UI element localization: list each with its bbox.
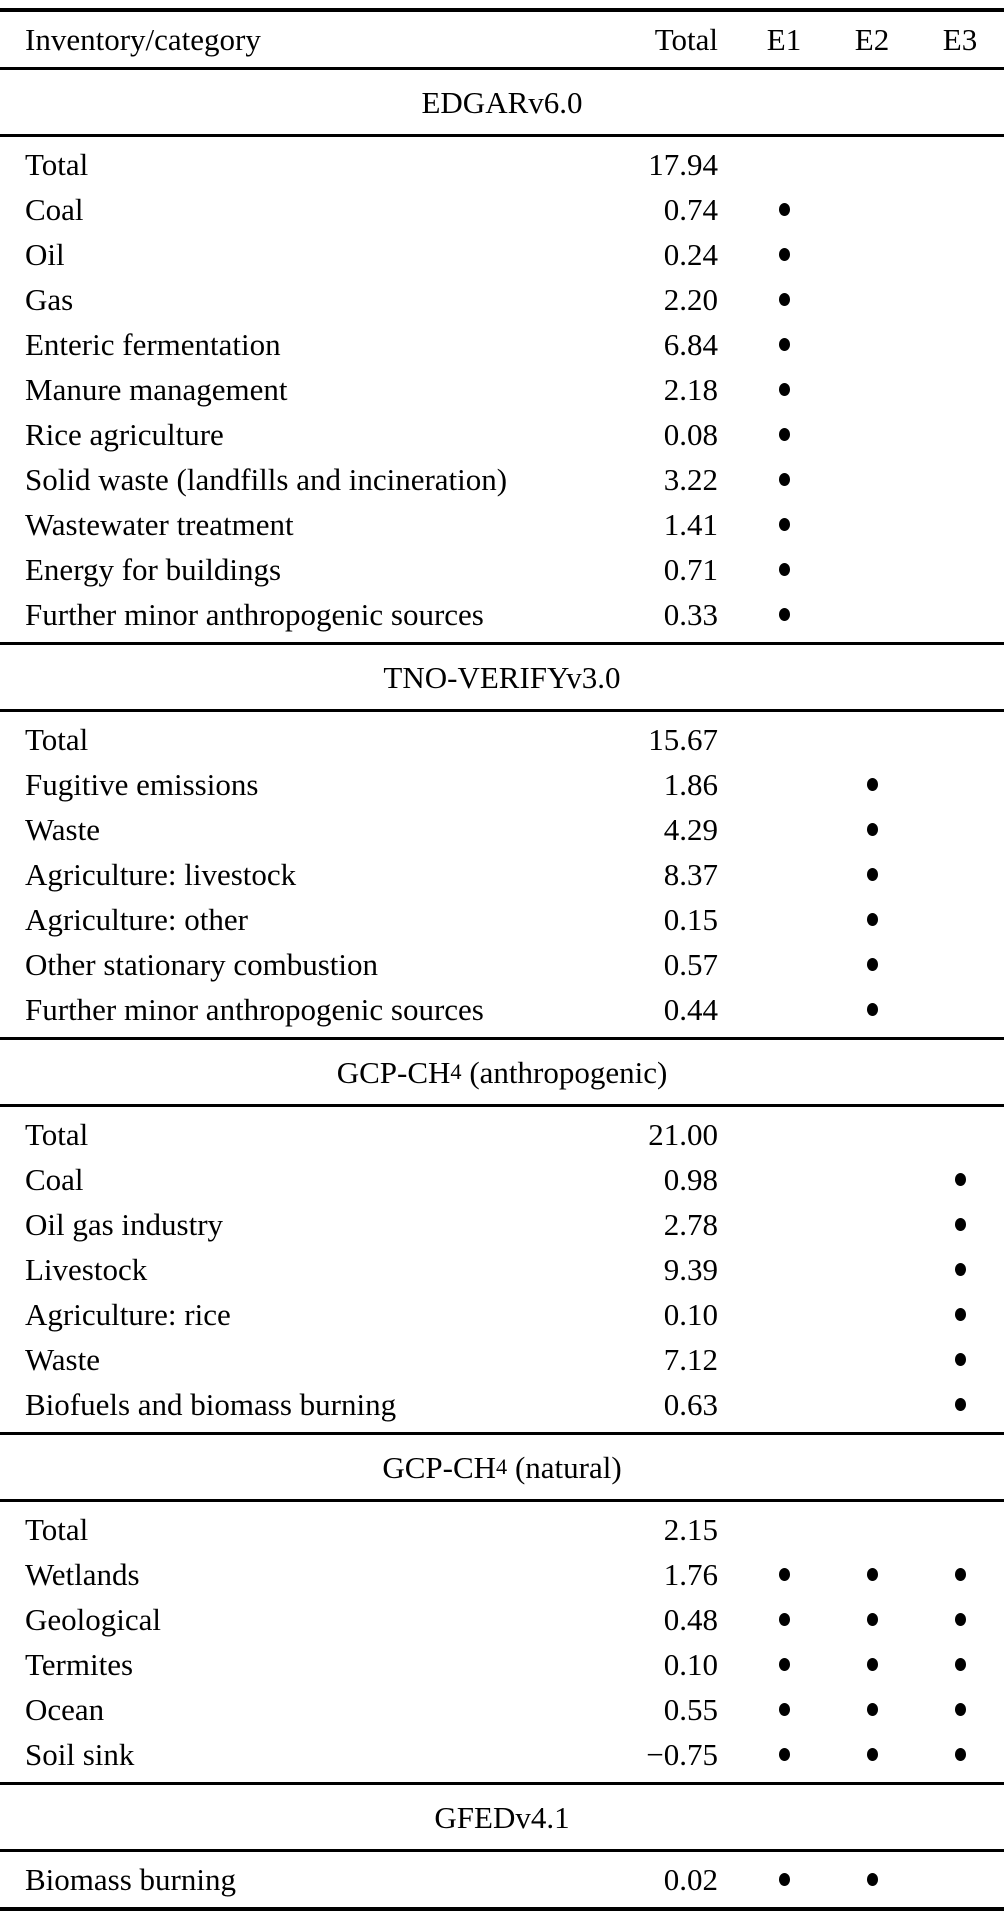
row-e1-cell [740, 1703, 828, 1716]
row-e1-cell [740, 608, 828, 621]
row-category: Total [25, 722, 89, 757]
e3-bullet-icon [955, 1218, 966, 1231]
row-category: Agriculture: rice [25, 1297, 231, 1332]
row-e2-cell [828, 868, 916, 881]
row-e1-cell [740, 338, 828, 351]
table-row [0, 942, 1004, 987]
e1-bullet-icon [779, 338, 790, 351]
table-row [0, 142, 1004, 187]
e1-bullet-icon [779, 608, 790, 621]
section-title: GCP-CH 4 (natural) [382, 1449, 622, 1485]
row-e2-cell [828, 958, 916, 971]
table-row [0, 1202, 1004, 1247]
table-row [0, 852, 1004, 897]
e3-bullet-icon [955, 1398, 966, 1411]
e1-bullet-icon [779, 248, 790, 261]
row-e2-cell [828, 913, 916, 926]
row-e2-cell [828, 1003, 916, 1016]
row-category: Further minor anthropogenic sources [25, 597, 484, 632]
row-category: Solid waste (landfills and incineration) [25, 462, 508, 497]
row-category: Soil sink [25, 1737, 135, 1772]
e2-bullet-icon [867, 868, 878, 881]
row-e2-cell [828, 1873, 916, 1886]
row-e3-cell [916, 1703, 1004, 1716]
row-e3-cell [916, 1173, 1004, 1186]
e2-bullet-icon [867, 1658, 878, 1671]
row-category: Oil [25, 237, 65, 272]
row-e2-cell [828, 1613, 916, 1626]
row-category: Coal [25, 192, 84, 227]
row-total: 2.20 [663, 282, 718, 317]
row-total: 0.57 [663, 947, 718, 982]
column-header-e1: E1 [766, 22, 802, 57]
table-row [0, 1552, 1004, 1597]
table-row [0, 1292, 1004, 1337]
row-category: Agriculture: other [25, 902, 248, 937]
e1-bullet-icon [779, 1613, 790, 1626]
e1-bullet-icon [779, 563, 790, 576]
row-category: Ocean [25, 1692, 105, 1727]
section-title [0, 645, 1004, 709]
section-rows [0, 1107, 1004, 1432]
e3-bullet-icon [955, 1568, 966, 1581]
section-title-suffix: (anthropogenic) [461, 1054, 668, 1090]
row-total: 0.02 [663, 1862, 718, 1897]
column-header-category: Inventory/category [25, 22, 261, 57]
section-rows [0, 1852, 1004, 1907]
row-total: 0.63 [663, 1387, 718, 1422]
table-row [0, 232, 1004, 277]
e2-bullet-icon [867, 1748, 878, 1761]
table-row [0, 277, 1004, 322]
row-e1-cell [740, 1748, 828, 1761]
row-e3-cell [916, 1748, 1004, 1761]
table-row [0, 1112, 1004, 1157]
e2-bullet-icon [867, 1873, 878, 1886]
column-header-e3: E3 [942, 22, 978, 57]
table-header-row [0, 12, 1004, 67]
row-total: 9.39 [663, 1252, 718, 1287]
section-title-text: EDGARv6.0 [421, 84, 583, 120]
e3-bullet-icon [955, 1353, 966, 1366]
row-total: 0.15 [663, 902, 718, 937]
e3-bullet-icon [955, 1613, 966, 1626]
row-e2-cell [828, 778, 916, 791]
row-total: 2.78 [663, 1207, 718, 1242]
section-title-text: GFEDv4.1 [434, 1799, 570, 1835]
row-e1-cell [740, 563, 828, 576]
row-e1-cell [740, 1873, 828, 1886]
row-total: 2.15 [663, 1512, 718, 1547]
row-total: 3.22 [663, 462, 718, 497]
table-row [0, 987, 1004, 1032]
e2-bullet-icon [867, 1568, 878, 1581]
section-title-suffix: (natural) [507, 1449, 622, 1485]
row-e1-cell [740, 518, 828, 531]
row-category: Termites [25, 1647, 134, 1682]
e1-bullet-icon [779, 203, 790, 216]
row-category: Oil gas industry [25, 1207, 224, 1242]
row-e3-cell [916, 1613, 1004, 1626]
row-category: Livestock [25, 1252, 148, 1287]
e2-bullet-icon [867, 1003, 878, 1016]
row-category: Total [25, 1512, 89, 1547]
row-e2-cell [828, 1658, 916, 1671]
row-e3-cell [916, 1263, 1004, 1276]
e1-bullet-icon [779, 1703, 790, 1716]
section-title-text: GCP-CH [382, 1449, 497, 1485]
row-e2-cell [828, 1703, 916, 1716]
row-e3-cell [916, 1308, 1004, 1321]
table-row [0, 367, 1004, 412]
row-total: 2.18 [663, 372, 718, 407]
table-section [0, 1785, 1004, 1907]
e1-bullet-icon [779, 473, 790, 486]
row-total: 1.86 [663, 767, 718, 802]
row-e1-cell [740, 383, 828, 396]
table-row [0, 1857, 1004, 1902]
row-total: 0.48 [663, 1602, 718, 1637]
row-e2-cell [828, 1748, 916, 1761]
e2-bullet-icon [867, 958, 878, 971]
e1-bullet-icon [779, 1748, 790, 1761]
e1-bullet-icon [779, 1568, 790, 1581]
row-category: Total [25, 1117, 89, 1152]
table-section [0, 1435, 1004, 1782]
row-e3-cell [916, 1568, 1004, 1581]
section-rows [0, 1502, 1004, 1782]
row-category: Coal [25, 1162, 84, 1197]
table-row [0, 1507, 1004, 1552]
row-category: Biofuels and biomass burning [25, 1387, 397, 1422]
row-total: 0.44 [663, 992, 718, 1027]
row-e3-cell [916, 1218, 1004, 1231]
row-total: 7.12 [663, 1342, 718, 1377]
row-total: 15.67 [648, 722, 718, 757]
table-row [0, 502, 1004, 547]
row-category: Biomass burning [25, 1862, 236, 1897]
row-total: 4.29 [663, 812, 718, 847]
row-category: Rice agriculture [25, 417, 224, 452]
row-e1-cell [740, 203, 828, 216]
e3-bullet-icon [955, 1658, 966, 1671]
e1-bullet-icon [779, 518, 790, 531]
table-row [0, 592, 1004, 637]
table-section [0, 70, 1004, 642]
row-e1-cell [740, 248, 828, 261]
e2-bullet-icon [867, 1703, 878, 1716]
row-category: Other stationary combustion [25, 947, 378, 982]
e2-bullet-icon [867, 823, 878, 836]
e2-bullet-icon [867, 778, 878, 791]
column-header-e2: E2 [854, 22, 890, 57]
e1-bullet-icon [779, 383, 790, 396]
bottom-rule [0, 1907, 1004, 1911]
row-total: 0.10 [663, 1647, 718, 1682]
row-e3-cell [916, 1398, 1004, 1411]
section-title [0, 1785, 1004, 1849]
table-row [0, 1732, 1004, 1777]
row-e1-cell [740, 473, 828, 486]
row-total: 0.71 [663, 552, 718, 587]
e1-bullet-icon [779, 428, 790, 441]
e3-bullet-icon [955, 1703, 966, 1716]
table-row [0, 1247, 1004, 1292]
row-category: Total [25, 147, 89, 182]
row-category: Enteric fermentation [25, 327, 281, 362]
column-header-total: Total [654, 22, 718, 57]
row-e1-cell [740, 428, 828, 441]
table-row [0, 322, 1004, 367]
e3-bullet-icon [955, 1263, 966, 1276]
row-category: Fugitive emissions [25, 767, 259, 802]
section-rows [0, 137, 1004, 642]
row-total: 17.94 [648, 147, 718, 182]
row-total: 1.41 [663, 507, 718, 542]
row-e1-cell [740, 1658, 828, 1671]
table-row [0, 547, 1004, 592]
row-category: Geological [25, 1602, 162, 1637]
e3-bullet-icon [955, 1308, 966, 1321]
e3-bullet-icon [955, 1748, 966, 1761]
table-row [0, 412, 1004, 457]
row-total: 6.84 [663, 327, 718, 362]
row-category: Gas [25, 282, 74, 317]
row-category: Wetlands [25, 1557, 140, 1592]
row-e1-cell [740, 293, 828, 306]
section-title-text: GCP-CH [336, 1054, 451, 1090]
row-category: Waste [25, 812, 100, 847]
row-category: Agriculture: livestock [25, 857, 297, 892]
table-row [0, 807, 1004, 852]
row-total: 0.33 [663, 597, 718, 632]
e2-bullet-icon [867, 1613, 878, 1626]
row-total: 0.98 [663, 1162, 718, 1197]
row-e2-cell [828, 823, 916, 836]
table-section [0, 1040, 1004, 1432]
e3-bullet-icon [955, 1173, 966, 1186]
section-title-text: TNO-VERIFYv3.0 [383, 659, 621, 695]
e1-bullet-icon [779, 293, 790, 306]
section-title: GCP-CH 4 (anthropogenic) [336, 1054, 668, 1090]
section-title [0, 70, 1004, 134]
row-total: −0.75 [646, 1737, 718, 1772]
table-row [0, 1382, 1004, 1427]
row-e1-cell [740, 1613, 828, 1626]
row-e3-cell [916, 1353, 1004, 1366]
table-row [0, 1597, 1004, 1642]
table-row [0, 1157, 1004, 1202]
e1-bullet-icon [779, 1658, 790, 1671]
e1-bullet-icon [779, 1873, 790, 1886]
row-total: 0.55 [663, 1692, 718, 1727]
row-category: Wastewater treatment [25, 507, 294, 542]
row-total: 1.76 [663, 1557, 718, 1592]
section-rows [0, 712, 1004, 1037]
table-row [0, 1337, 1004, 1382]
row-category: Waste [25, 1342, 100, 1377]
row-total: 0.74 [663, 192, 718, 227]
table-row [0, 762, 1004, 807]
row-category: Manure management [25, 372, 288, 407]
row-e1-cell [740, 1568, 828, 1581]
e2-bullet-icon [867, 913, 878, 926]
table-row [0, 717, 1004, 762]
row-e3-cell [916, 1658, 1004, 1671]
row-e2-cell [828, 1568, 916, 1581]
table-row [0, 897, 1004, 942]
table-row [0, 457, 1004, 502]
row-total: 8.37 [663, 857, 718, 892]
row-total: 0.24 [663, 237, 718, 272]
table-section [0, 645, 1004, 1037]
row-total: 21.00 [648, 1117, 718, 1152]
table-row [0, 187, 1004, 232]
row-total: 0.10 [663, 1297, 718, 1332]
table-row [0, 1642, 1004, 1687]
table-row [0, 1687, 1004, 1732]
row-category: Further minor anthropogenic sources [25, 992, 484, 1027]
table-sections [0, 70, 1004, 1907]
row-category: Energy for buildings [25, 552, 282, 587]
row-total: 0.08 [663, 417, 718, 452]
